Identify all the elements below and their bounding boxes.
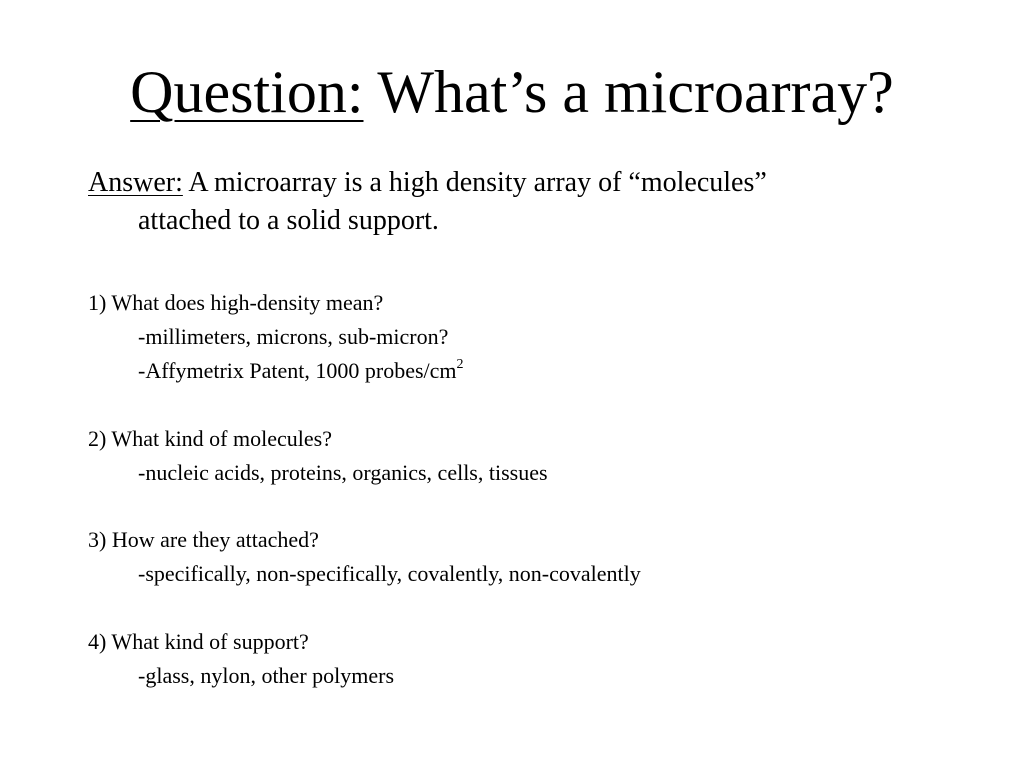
question-item-3: [88, 523, 948, 591]
question-item-4: [88, 625, 948, 693]
question-detail: -nucleic acids, proteins, organics, cells, tissues: [138, 460, 548, 485]
question-detail: -millimeters, microns, sub-micron?: [138, 324, 449, 349]
title-label: Question:: [130, 59, 364, 125]
question-detail-text: -Affymetrix Patent, 1000 probes/cm: [138, 358, 457, 383]
slide-title: [0, 52, 1024, 132]
answer-label: Answer:: [88, 167, 183, 198]
superscript: 2: [456, 356, 464, 372]
answer-block: [88, 164, 948, 240]
question-text: 1) What does high-density mean?: [88, 290, 384, 315]
question-detail: -glass, nylon, other polymers: [138, 663, 395, 688]
question-detail-with-superscript: [88, 354, 948, 388]
answer-text-line-2: attached to a solid support.: [138, 205, 439, 236]
question-detail: -specifically, non-specifically, covalently, non-covalently: [138, 561, 641, 586]
question-item-2: [88, 422, 948, 490]
answer-line-1: [88, 164, 948, 202]
answer-text-line-1: A microarray is a high density array of “molecules”: [182, 167, 767, 198]
question-text: 2) What kind of molecules?: [88, 426, 332, 451]
title-text: What’s a microarray?: [363, 59, 894, 125]
question-text: 3) How are they attached?: [88, 527, 319, 552]
question-item-1: [88, 286, 948, 388]
question-text: 4) What kind of support?: [88, 629, 309, 654]
